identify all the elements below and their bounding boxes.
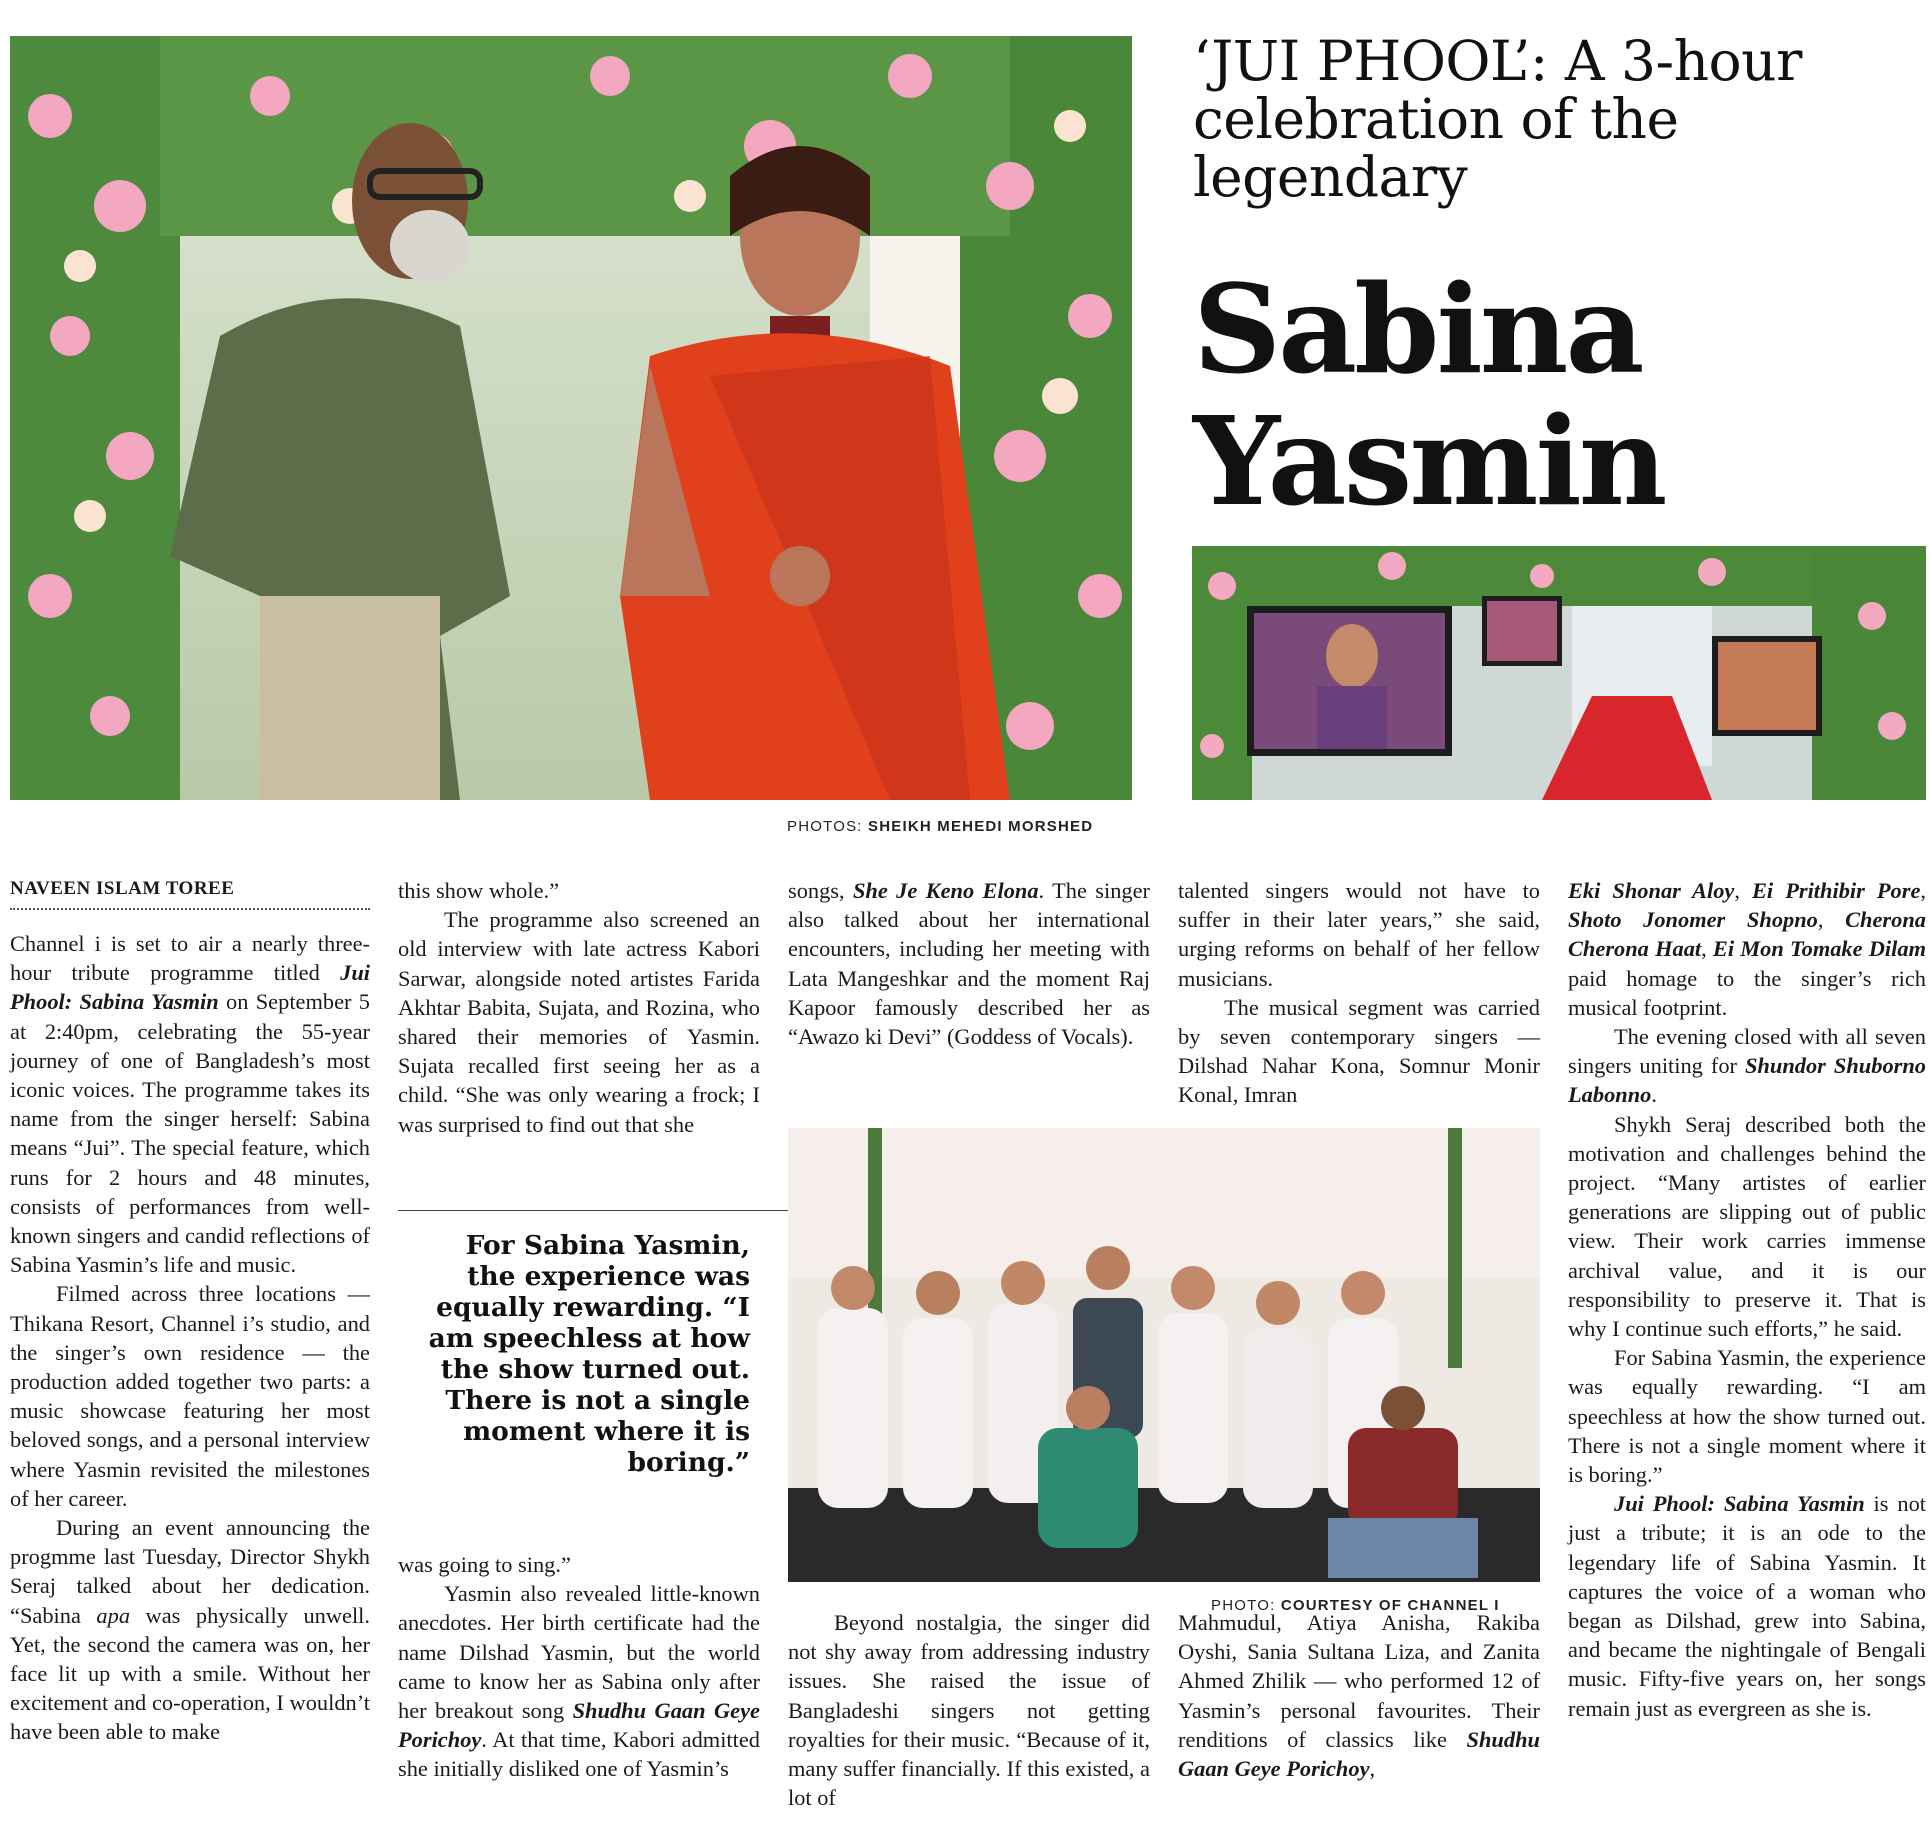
column-1: Channel i is set to air a nearly three-hour tribute programme titled Jui Phool: Sabina Yasmin on September 5 at 2:40pm, celebrating the 55-year journey of one of Bangladesh’s most iconic voices. The programme takes its name from the singer herself: Sabina means “Jui”. The special feature, which runs for 2 hours and 48 minutes, consists of performances from well-known singers and candid reflections of Sabina Yasmin’s life and music. Filmed across three locations — Thikana Resort, Channel i’s studio, and the singer’s own residence — the production added together two parts: a music showcase featuring her most beloved songs, and a personal interview where Yasmin revisited the milestones of her career. During an event announcing the progmme last Tuesday, Director Shykh Seraj talked about her dedication. “Sabina apa was physically unwell. Yet, the second the camera was on, her face lit up with a smile. Without her excitement and co-operation, I wouldn’t have been able to make <box>10 931 371 1745</box>
venue-photo <box>1192 546 1926 800</box>
byline: NAVEEN ISLAM TOREE <box>10 878 370 910</box>
hero-photo <box>10 36 1132 800</box>
column-5: Eki Shonar Aloy, Ei Prithibir Pore, Shoto Jonomer Shopno, Cherona Cherona Haat, Ei Mon Tomake Dilam paid homage to the singer’s rich musical footprint. The evening closed with all seven singers uniting for Shundor Shuborno Labonno. Shykh Seraj described both the motivation and challenges behind the project. “Many artistes of earlier generations are slipping out of public view. Their work carries immense archival value, and it is our responsibility to preserve it. That is why I continue such efforts,” he said. For Sabina Yasmin, the experience was equally rewarding. “I am speechless at how the show turned out. There is not a single moment where it is boring.” Jui Phool: Sabina Yasmin is not just a tribute; it is an ode to the legendary life of Sabina Yasmin. It captures the voice of a woman who began as Dilshad, grew into Sabina, and became the nightingale of Bengali music. Fifty-five years on, her songs remain just as evergreen as she is. <box>1568 878 1927 1721</box>
group-photo <box>788 1128 1540 1582</box>
column-3-bottom: Beyond nostalgia, the singer did not shy away from addressing industry issues. She raised the issue of Bangladeshi singers not getting royalties for their music. “Because of it, many suffer financially. If this existed, a lot of <box>788 1610 1150 1811</box>
pull-quote-rule <box>398 1210 788 1211</box>
column-3-top: songs, She Je Keno Elona. The singer also talked about her international encounters, including her meeting with Lata Mangeshkar and the moment Raj Kapoor famously described her as “Awazo ki Devi” (Goddess of Vocals). <box>788 878 1150 1050</box>
column-2-top: this show whole.” The programme also screened an old interview with late actress Kabori Sarwar, alongside noted artistes Farida Akhtar Babita, Sujata, and Rozina, who shared their memories of Yasmin. Sujata recalled first seeing her as a child. “She was only wearing a frock; I was surprised to find out that she <box>398 878 760 1137</box>
column-4-top: talented singers would not have to suffer in their later years,” she said, urging reforms on behalf of her fellow musicians. The musical segment was carried by seven contemporary singers — Dilshad Nahar Kona, Somnur Monir Konal, Imran <box>1178 878 1540 1108</box>
column-2-bottom: was going to sing.” Yasmin also revealed little-known anecdotes. Her birth certificate had the name Dilshad Yasmin, but the world came to know her as Sabina only after her breakout song Shudhu Gaan Geye Porichoy. At that time, Kabori admitted she initially disliked one of Yasmin’s <box>398 1552 760 1782</box>
photo-credit-top: PHOTOS: SHEIKH MEHEDI MORSHED <box>787 818 1094 835</box>
column-4-bottom: Mahmudul, Atiya Anisha, Rakiba Oyshi, Sania Sultana Liza, and Zanita Ahmed Zhilik — who performed 12 of Yasmin’s personal favourites. Their renditions of classics like Shudhu Gaan Geye Porichoy, <box>1178 1610 1540 1782</box>
headline-kicker: ‘JUI PHOOL’: A 3-hour celebration of the legendary <box>1193 29 1802 209</box>
photo-credit-group: PHOTO: COURTESY OF CHANNEL I <box>1211 1597 1500 1614</box>
pull-quote: For Sabina Yasmin, the experience was equally rewarding. “I am speechless at how the show turned out. There is not a single moment where it is boring.” <box>428 1230 750 1478</box>
headline-main: Sabina Yasmin <box>1193 257 1665 533</box>
